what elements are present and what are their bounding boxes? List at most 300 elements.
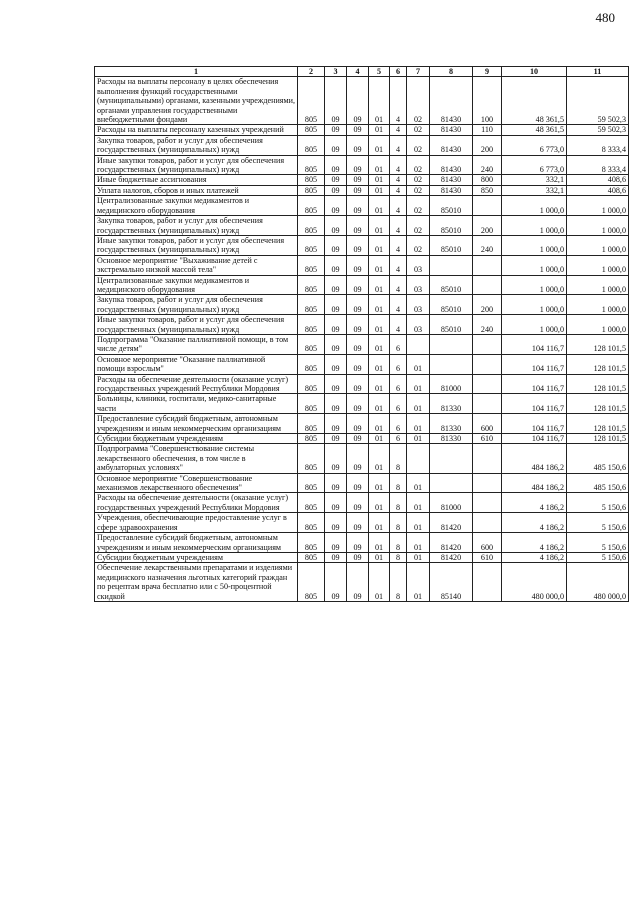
column-header: 5 <box>369 67 390 77</box>
activity-code-cell: 03 <box>407 275 430 295</box>
direction-code-cell: 81330 <box>430 414 473 434</box>
table-row <box>95 175 629 185</box>
direction-code-cell <box>430 473 473 493</box>
program-code-cell: 01 <box>369 473 390 493</box>
direction-code-cell: 81430 <box>430 175 473 185</box>
table-row <box>95 414 629 434</box>
table-row <box>95 135 629 155</box>
program-code-cell: 01 <box>369 185 390 195</box>
column-header: 8 <box>430 67 473 77</box>
ministry-code-cell: 805 <box>298 563 325 602</box>
subsection-code-cell: 09 <box>347 394 369 414</box>
amount-cell-col10: 4 186,2 <box>502 533 567 553</box>
row-name-cell: Расходы на выплаты персоналу казенных учреждений <box>95 125 298 135</box>
subprogram-code-cell: 4 <box>390 275 407 295</box>
program-code-cell: 01 <box>369 513 390 533</box>
ministry-code-cell: 805 <box>298 275 325 295</box>
table-row <box>95 315 629 335</box>
program-code-cell: 01 <box>369 175 390 185</box>
table-row <box>95 394 629 414</box>
amount-cell-col10: 484 186,2 <box>502 473 567 493</box>
subsection-code-cell: 09 <box>347 125 369 135</box>
row-name-cell: Централизованные закупки медикаментов и медицинского оборудования <box>95 275 298 295</box>
ministry-code-cell: 805 <box>298 125 325 135</box>
amount-cell-col10: 1 000,0 <box>502 216 567 236</box>
amount-cell-col11: 128 101,5 <box>567 394 629 414</box>
activity-code-cell <box>407 334 430 354</box>
program-code-cell: 01 <box>369 315 390 335</box>
ministry-code-cell: 805 <box>298 513 325 533</box>
table-row <box>95 235 629 255</box>
activity-code-cell: 02 <box>407 155 430 175</box>
subsection-code-cell: 09 <box>347 533 369 553</box>
subsection-code-cell: 09 <box>347 196 369 216</box>
program-code-cell: 01 <box>369 374 390 394</box>
activity-code-cell: 02 <box>407 135 430 155</box>
program-code-cell: 01 <box>369 414 390 434</box>
subsection-code-cell: 09 <box>347 414 369 434</box>
direction-code-cell <box>430 255 473 275</box>
table-row <box>95 216 629 236</box>
amount-cell-col11: 8 333,4 <box>567 155 629 175</box>
table-row <box>95 155 629 175</box>
expense-type-cell <box>473 354 502 374</box>
program-code-cell: 01 <box>369 235 390 255</box>
subsection-code-cell: 09 <box>347 563 369 602</box>
amount-cell-col10: 484 186,2 <box>502 444 567 473</box>
subprogram-code-cell: 8 <box>390 513 407 533</box>
activity-code-cell: 01 <box>407 414 430 434</box>
section-code-cell: 09 <box>325 444 347 473</box>
direction-code-cell: 81330 <box>430 434 473 444</box>
program-code-cell: 01 <box>369 434 390 444</box>
amount-cell-col11: 8 333,4 <box>567 135 629 155</box>
expense-type-cell: 850 <box>473 185 502 195</box>
section-code-cell: 09 <box>325 275 347 295</box>
program-code-cell: 01 <box>369 334 390 354</box>
program-code-cell: 01 <box>369 563 390 602</box>
subprogram-code-cell: 8 <box>390 552 407 562</box>
subsection-code-cell: 09 <box>347 185 369 195</box>
direction-code-cell: 81430 <box>430 77 473 125</box>
program-code-cell: 01 <box>369 444 390 473</box>
subprogram-code-cell: 8 <box>390 533 407 553</box>
subsection-code-cell: 09 <box>347 473 369 493</box>
section-code-cell: 09 <box>325 77 347 125</box>
row-name-cell: Иные бюджетные ассигнования <box>95 175 298 185</box>
section-code-cell: 09 <box>325 295 347 315</box>
amount-cell-col11: 1 000,0 <box>567 295 629 315</box>
subprogram-code-cell: 4 <box>390 216 407 236</box>
column-header: 2 <box>298 67 325 77</box>
expense-type-cell <box>473 513 502 533</box>
direction-code-cell: 85010 <box>430 196 473 216</box>
amount-cell-col11: 59 502,3 <box>567 77 629 125</box>
direction-code-cell: 81420 <box>430 513 473 533</box>
row-name-cell: Централизованные закупки медикаментов и медицинского оборудования <box>95 196 298 216</box>
column-header: 10 <box>502 67 567 77</box>
subprogram-code-cell: 6 <box>390 434 407 444</box>
section-code-cell: 09 <box>325 473 347 493</box>
direction-code-cell: 81430 <box>430 135 473 155</box>
subsection-code-cell: 09 <box>347 77 369 125</box>
section-code-cell: 09 <box>325 513 347 533</box>
expense-type-cell <box>473 563 502 602</box>
activity-code-cell: 02 <box>407 77 430 125</box>
activity-code-cell: 01 <box>407 513 430 533</box>
expense-type-cell: 200 <box>473 135 502 155</box>
program-code-cell: 01 <box>369 77 390 125</box>
amount-cell-col10: 104 116,7 <box>502 334 567 354</box>
subprogram-code-cell: 4 <box>390 135 407 155</box>
ministry-code-cell: 805 <box>298 552 325 562</box>
direction-code-cell: 85010 <box>430 295 473 315</box>
amount-cell-col11: 5 150,6 <box>567 513 629 533</box>
direction-code-cell <box>430 354 473 374</box>
subprogram-code-cell: 8 <box>390 493 407 513</box>
ministry-code-cell: 805 <box>298 473 325 493</box>
amount-cell-col11: 1 000,0 <box>567 235 629 255</box>
program-code-cell: 01 <box>369 394 390 414</box>
budget-table <box>94 66 629 602</box>
table-row <box>95 444 629 473</box>
amount-cell-col11: 1 000,0 <box>567 275 629 295</box>
amount-cell-col11: 128 101,5 <box>567 414 629 434</box>
ministry-code-cell: 805 <box>298 255 325 275</box>
ministry-code-cell: 805 <box>298 334 325 354</box>
activity-code-cell: 02 <box>407 185 430 195</box>
expense-type-cell: 100 <box>473 77 502 125</box>
table-row <box>95 125 629 135</box>
row-name-cell: Закупка товаров, работ и услуг для обеспечения государственных (муниципальных) нужд <box>95 135 298 155</box>
direction-code-cell: 81000 <box>430 493 473 513</box>
amount-cell-col11: 5 150,6 <box>567 493 629 513</box>
section-code-cell: 09 <box>325 394 347 414</box>
table-row <box>95 434 629 444</box>
table-row <box>95 255 629 275</box>
program-code-cell: 01 <box>369 135 390 155</box>
expense-type-cell <box>473 493 502 513</box>
subsection-code-cell: 09 <box>347 175 369 185</box>
subprogram-code-cell: 4 <box>390 155 407 175</box>
table-row <box>95 275 629 295</box>
section-code-cell: 09 <box>325 374 347 394</box>
amount-cell-col10: 104 116,7 <box>502 354 567 374</box>
subprogram-code-cell: 4 <box>390 196 407 216</box>
subsection-code-cell: 09 <box>347 334 369 354</box>
ministry-code-cell: 805 <box>298 175 325 185</box>
subprogram-code-cell: 4 <box>390 175 407 185</box>
section-code-cell: 09 <box>325 434 347 444</box>
expense-type-cell: 200 <box>473 295 502 315</box>
program-code-cell: 01 <box>369 255 390 275</box>
amount-cell-col11: 408,6 <box>567 175 629 185</box>
expense-type-cell <box>473 394 502 414</box>
program-code-cell: 01 <box>369 295 390 315</box>
activity-code-cell: 02 <box>407 216 430 236</box>
activity-code-cell: 02 <box>407 125 430 135</box>
table-row <box>95 473 629 493</box>
section-code-cell: 09 <box>325 315 347 335</box>
expense-type-cell <box>473 473 502 493</box>
expense-type-cell: 240 <box>473 235 502 255</box>
expense-type-cell: 240 <box>473 155 502 175</box>
table-row <box>95 552 629 562</box>
table-row <box>95 533 629 553</box>
subsection-code-cell: 09 <box>347 295 369 315</box>
activity-code-cell: 01 <box>407 473 430 493</box>
direction-code-cell: 81330 <box>430 394 473 414</box>
row-name-cell: Субсидии бюджетным учреждениям <box>95 552 298 562</box>
row-name-cell: Основное мероприятие "Совершенствование механизмов лекарственного обеспечения" <box>95 473 298 493</box>
amount-cell-col11: 1 000,0 <box>567 216 629 236</box>
section-code-cell: 09 <box>325 175 347 185</box>
ministry-code-cell: 805 <box>298 196 325 216</box>
ministry-code-cell: 805 <box>298 185 325 195</box>
amount-cell-col11: 1 000,0 <box>567 196 629 216</box>
program-code-cell: 01 <box>369 533 390 553</box>
activity-code-cell: 02 <box>407 196 430 216</box>
direction-code-cell: 85010 <box>430 235 473 255</box>
expense-type-cell: 610 <box>473 434 502 444</box>
row-name-cell: Расходы на выплаты персоналу в целях обеспечения выполнения функций государственными (муниципальными) органами, казенными учреждениями, органами управления государственными внебюджетными фондами <box>95 77 298 125</box>
column-header: 7 <box>407 67 430 77</box>
row-name-cell: Предоставление субсидий бюджетным, автономным учреждениям и иным некоммерческим организациям <box>95 533 298 553</box>
ministry-code-cell: 805 <box>298 235 325 255</box>
row-name-cell: Обеспечение лекарственными препаратами и изделиями медицинского назначения льготных категорий граждан по рецептам врача бесплатно или с 50-процентной скидкой <box>95 563 298 602</box>
section-code-cell: 09 <box>325 155 347 175</box>
expense-type-cell: 800 <box>473 175 502 185</box>
amount-cell-col11: 5 150,6 <box>567 552 629 562</box>
row-name-cell: Подпрограмма "Оказание паллиативной помощи, в том числе детям" <box>95 334 298 354</box>
expense-type-cell <box>473 196 502 216</box>
amount-cell-col10: 6 773,0 <box>502 135 567 155</box>
page-number: 480 <box>595 10 615 25</box>
table-row <box>95 354 629 374</box>
amount-cell-col10: 1 000,0 <box>502 255 567 275</box>
amount-cell-col11: 128 101,5 <box>567 334 629 354</box>
direction-code-cell: 85140 <box>430 563 473 602</box>
activity-code-cell: 03 <box>407 255 430 275</box>
row-name-cell: Расходы на обеспечение деятельности (оказание услуг) государственных учреждений Республики Мордовия <box>95 493 298 513</box>
ministry-code-cell: 805 <box>298 354 325 374</box>
row-name-cell: Больницы, клиники, госпитали, медико-санитарные части <box>95 394 298 414</box>
row-name-cell: Закупка товаров, работ и услуг для обеспечения государственных (муниципальных) нужд <box>95 295 298 315</box>
activity-code-cell: 03 <box>407 315 430 335</box>
subprogram-code-cell: 4 <box>390 315 407 335</box>
ministry-code-cell: 805 <box>298 493 325 513</box>
amount-cell-col10: 4 186,2 <box>502 513 567 533</box>
activity-code-cell: 01 <box>407 493 430 513</box>
section-code-cell: 09 <box>325 493 347 513</box>
amount-cell-col11: 5 150,6 <box>567 533 629 553</box>
direction-code-cell: 85010 <box>430 216 473 236</box>
section-code-cell: 09 <box>325 533 347 553</box>
amount-cell-col10: 4 186,2 <box>502 552 567 562</box>
header-row <box>95 67 629 77</box>
expense-type-cell <box>473 334 502 354</box>
subprogram-code-cell: 4 <box>390 235 407 255</box>
table-row <box>95 77 629 125</box>
table-row <box>95 185 629 195</box>
expense-type-cell: 110 <box>473 125 502 135</box>
section-code-cell: 09 <box>325 552 347 562</box>
subsection-code-cell: 09 <box>347 354 369 374</box>
ministry-code-cell: 805 <box>298 444 325 473</box>
expense-type-cell: 600 <box>473 533 502 553</box>
ministry-code-cell: 805 <box>298 414 325 434</box>
subprogram-code-cell: 4 <box>390 295 407 315</box>
expense-type-cell <box>473 275 502 295</box>
ministry-code-cell: 805 <box>298 394 325 414</box>
amount-cell-col10: 332,1 <box>502 175 567 185</box>
table-row <box>95 196 629 216</box>
ministry-code-cell: 805 <box>298 533 325 553</box>
activity-code-cell: 03 <box>407 295 430 315</box>
column-header: 11 <box>567 67 629 77</box>
direction-code-cell: 81430 <box>430 155 473 175</box>
expense-type-cell <box>473 374 502 394</box>
amount-cell-col11: 485 150,6 <box>567 473 629 493</box>
amount-cell-col10: 104 116,7 <box>502 434 567 444</box>
amount-cell-col10: 480 000,0 <box>502 563 567 602</box>
subsection-code-cell: 09 <box>347 552 369 562</box>
subsection-code-cell: 09 <box>347 135 369 155</box>
row-name-cell: Учреждения, обеспечивающие предоставление услуг в сфере здравоохранения <box>95 513 298 533</box>
amount-cell-col11: 1 000,0 <box>567 315 629 335</box>
subsection-code-cell: 09 <box>347 315 369 335</box>
direction-code-cell <box>430 444 473 473</box>
activity-code-cell: 01 <box>407 533 430 553</box>
subprogram-code-cell: 6 <box>390 334 407 354</box>
amount-cell-col11: 128 101,5 <box>567 354 629 374</box>
expense-type-cell: 610 <box>473 552 502 562</box>
program-code-cell: 01 <box>369 125 390 135</box>
ministry-code-cell: 805 <box>298 374 325 394</box>
section-code-cell: 09 <box>325 235 347 255</box>
column-header: 3 <box>325 67 347 77</box>
direction-code-cell: 81430 <box>430 185 473 195</box>
subsection-code-cell: 09 <box>347 155 369 175</box>
row-name-cell: Подпрограмма "Совершенствование системы лекарственного обеспечения, в том числе в амбулаторных условиях" <box>95 444 298 473</box>
ministry-code-cell: 805 <box>298 295 325 315</box>
activity-code-cell: 01 <box>407 374 430 394</box>
section-code-cell: 09 <box>325 185 347 195</box>
subprogram-code-cell: 8 <box>390 473 407 493</box>
amount-cell-col10: 104 116,7 <box>502 414 567 434</box>
row-name-cell: Основное мероприятие "Выхаживание детей с экстремально низкой массой тела" <box>95 255 298 275</box>
table-row <box>95 295 629 315</box>
expense-type-cell: 240 <box>473 315 502 335</box>
section-code-cell: 09 <box>325 563 347 602</box>
table-row <box>95 374 629 394</box>
amount-cell-col10: 1 000,0 <box>502 315 567 335</box>
activity-code-cell: 01 <box>407 394 430 414</box>
subsection-code-cell: 09 <box>347 444 369 473</box>
subsection-code-cell: 09 <box>347 275 369 295</box>
ministry-code-cell: 805 <box>298 216 325 236</box>
section-code-cell: 09 <box>325 334 347 354</box>
subprogram-code-cell: 4 <box>390 185 407 195</box>
amount-cell-col10: 104 116,7 <box>502 374 567 394</box>
program-code-cell: 01 <box>369 196 390 216</box>
ministry-code-cell: 805 <box>298 77 325 125</box>
amount-cell-col10: 48 361,5 <box>502 125 567 135</box>
subprogram-code-cell: 6 <box>390 394 407 414</box>
subsection-code-cell: 09 <box>347 255 369 275</box>
subprogram-code-cell: 8 <box>390 444 407 473</box>
table-row <box>95 563 629 602</box>
section-code-cell: 09 <box>325 196 347 216</box>
subprogram-code-cell: 4 <box>390 125 407 135</box>
section-code-cell: 09 <box>325 414 347 434</box>
direction-code-cell: 81430 <box>430 125 473 135</box>
column-header: 6 <box>390 67 407 77</box>
amount-cell-col11: 480 000,0 <box>567 563 629 602</box>
program-code-cell: 01 <box>369 155 390 175</box>
direction-code-cell: 81420 <box>430 533 473 553</box>
amount-cell-col11: 128 101,5 <box>567 374 629 394</box>
section-code-cell: 09 <box>325 135 347 155</box>
subprogram-code-cell: 4 <box>390 77 407 125</box>
amount-cell-col10: 332,1 <box>502 185 567 195</box>
amount-cell-col10: 1 000,0 <box>502 196 567 216</box>
expense-type-cell <box>473 444 502 473</box>
row-name-cell: Субсидии бюджетным учреждениям <box>95 434 298 444</box>
activity-code-cell: 01 <box>407 434 430 444</box>
row-name-cell: Уплата налогов, сборов и иных платежей <box>95 185 298 195</box>
program-code-cell: 01 <box>369 552 390 562</box>
section-code-cell: 09 <box>325 354 347 374</box>
row-name-cell: Иные закупки товаров, работ и услуг для обеспечения государственных (муниципальных) нужд <box>95 155 298 175</box>
subsection-code-cell: 09 <box>347 235 369 255</box>
section-code-cell: 09 <box>325 255 347 275</box>
amount-cell-col11: 128 101,5 <box>567 434 629 444</box>
row-name-cell: Расходы на обеспечение деятельности (оказание услуг) государственных учреждений Республики Мордовия <box>95 374 298 394</box>
expense-type-cell: 200 <box>473 216 502 236</box>
ministry-code-cell: 805 <box>298 155 325 175</box>
ministry-code-cell: 805 <box>298 135 325 155</box>
column-header: 4 <box>347 67 369 77</box>
subsection-code-cell: 09 <box>347 493 369 513</box>
amount-cell-col11: 1 000,0 <box>567 255 629 275</box>
subprogram-code-cell: 8 <box>390 563 407 602</box>
activity-code-cell: 01 <box>407 563 430 602</box>
subsection-code-cell: 09 <box>347 513 369 533</box>
row-name-cell: Закупка товаров, работ и услуг для обеспечения государственных (муниципальных) нужд <box>95 216 298 236</box>
activity-code-cell: 01 <box>407 552 430 562</box>
row-name-cell: Предоставление субсидий бюджетным, автономным учреждениям и иным некоммерческим организациям <box>95 414 298 434</box>
subprogram-code-cell: 6 <box>390 354 407 374</box>
program-code-cell: 01 <box>369 275 390 295</box>
amount-cell-col11: 59 502,3 <box>567 125 629 135</box>
ministry-code-cell: 805 <box>298 315 325 335</box>
activity-code-cell: 02 <box>407 235 430 255</box>
subsection-code-cell: 09 <box>347 374 369 394</box>
amount-cell-col10: 48 361,5 <box>502 77 567 125</box>
amount-cell-col10: 1 000,0 <box>502 275 567 295</box>
program-code-cell: 01 <box>369 354 390 374</box>
subsection-code-cell: 09 <box>347 216 369 236</box>
amount-cell-col10: 1 000,0 <box>502 295 567 315</box>
direction-code-cell: 81420 <box>430 552 473 562</box>
expense-type-cell <box>473 255 502 275</box>
amount-cell-col10: 4 186,2 <box>502 493 567 513</box>
direction-code-cell: 85010 <box>430 275 473 295</box>
expense-type-cell: 600 <box>473 414 502 434</box>
subprogram-code-cell: 6 <box>390 414 407 434</box>
table-row <box>95 334 629 354</box>
